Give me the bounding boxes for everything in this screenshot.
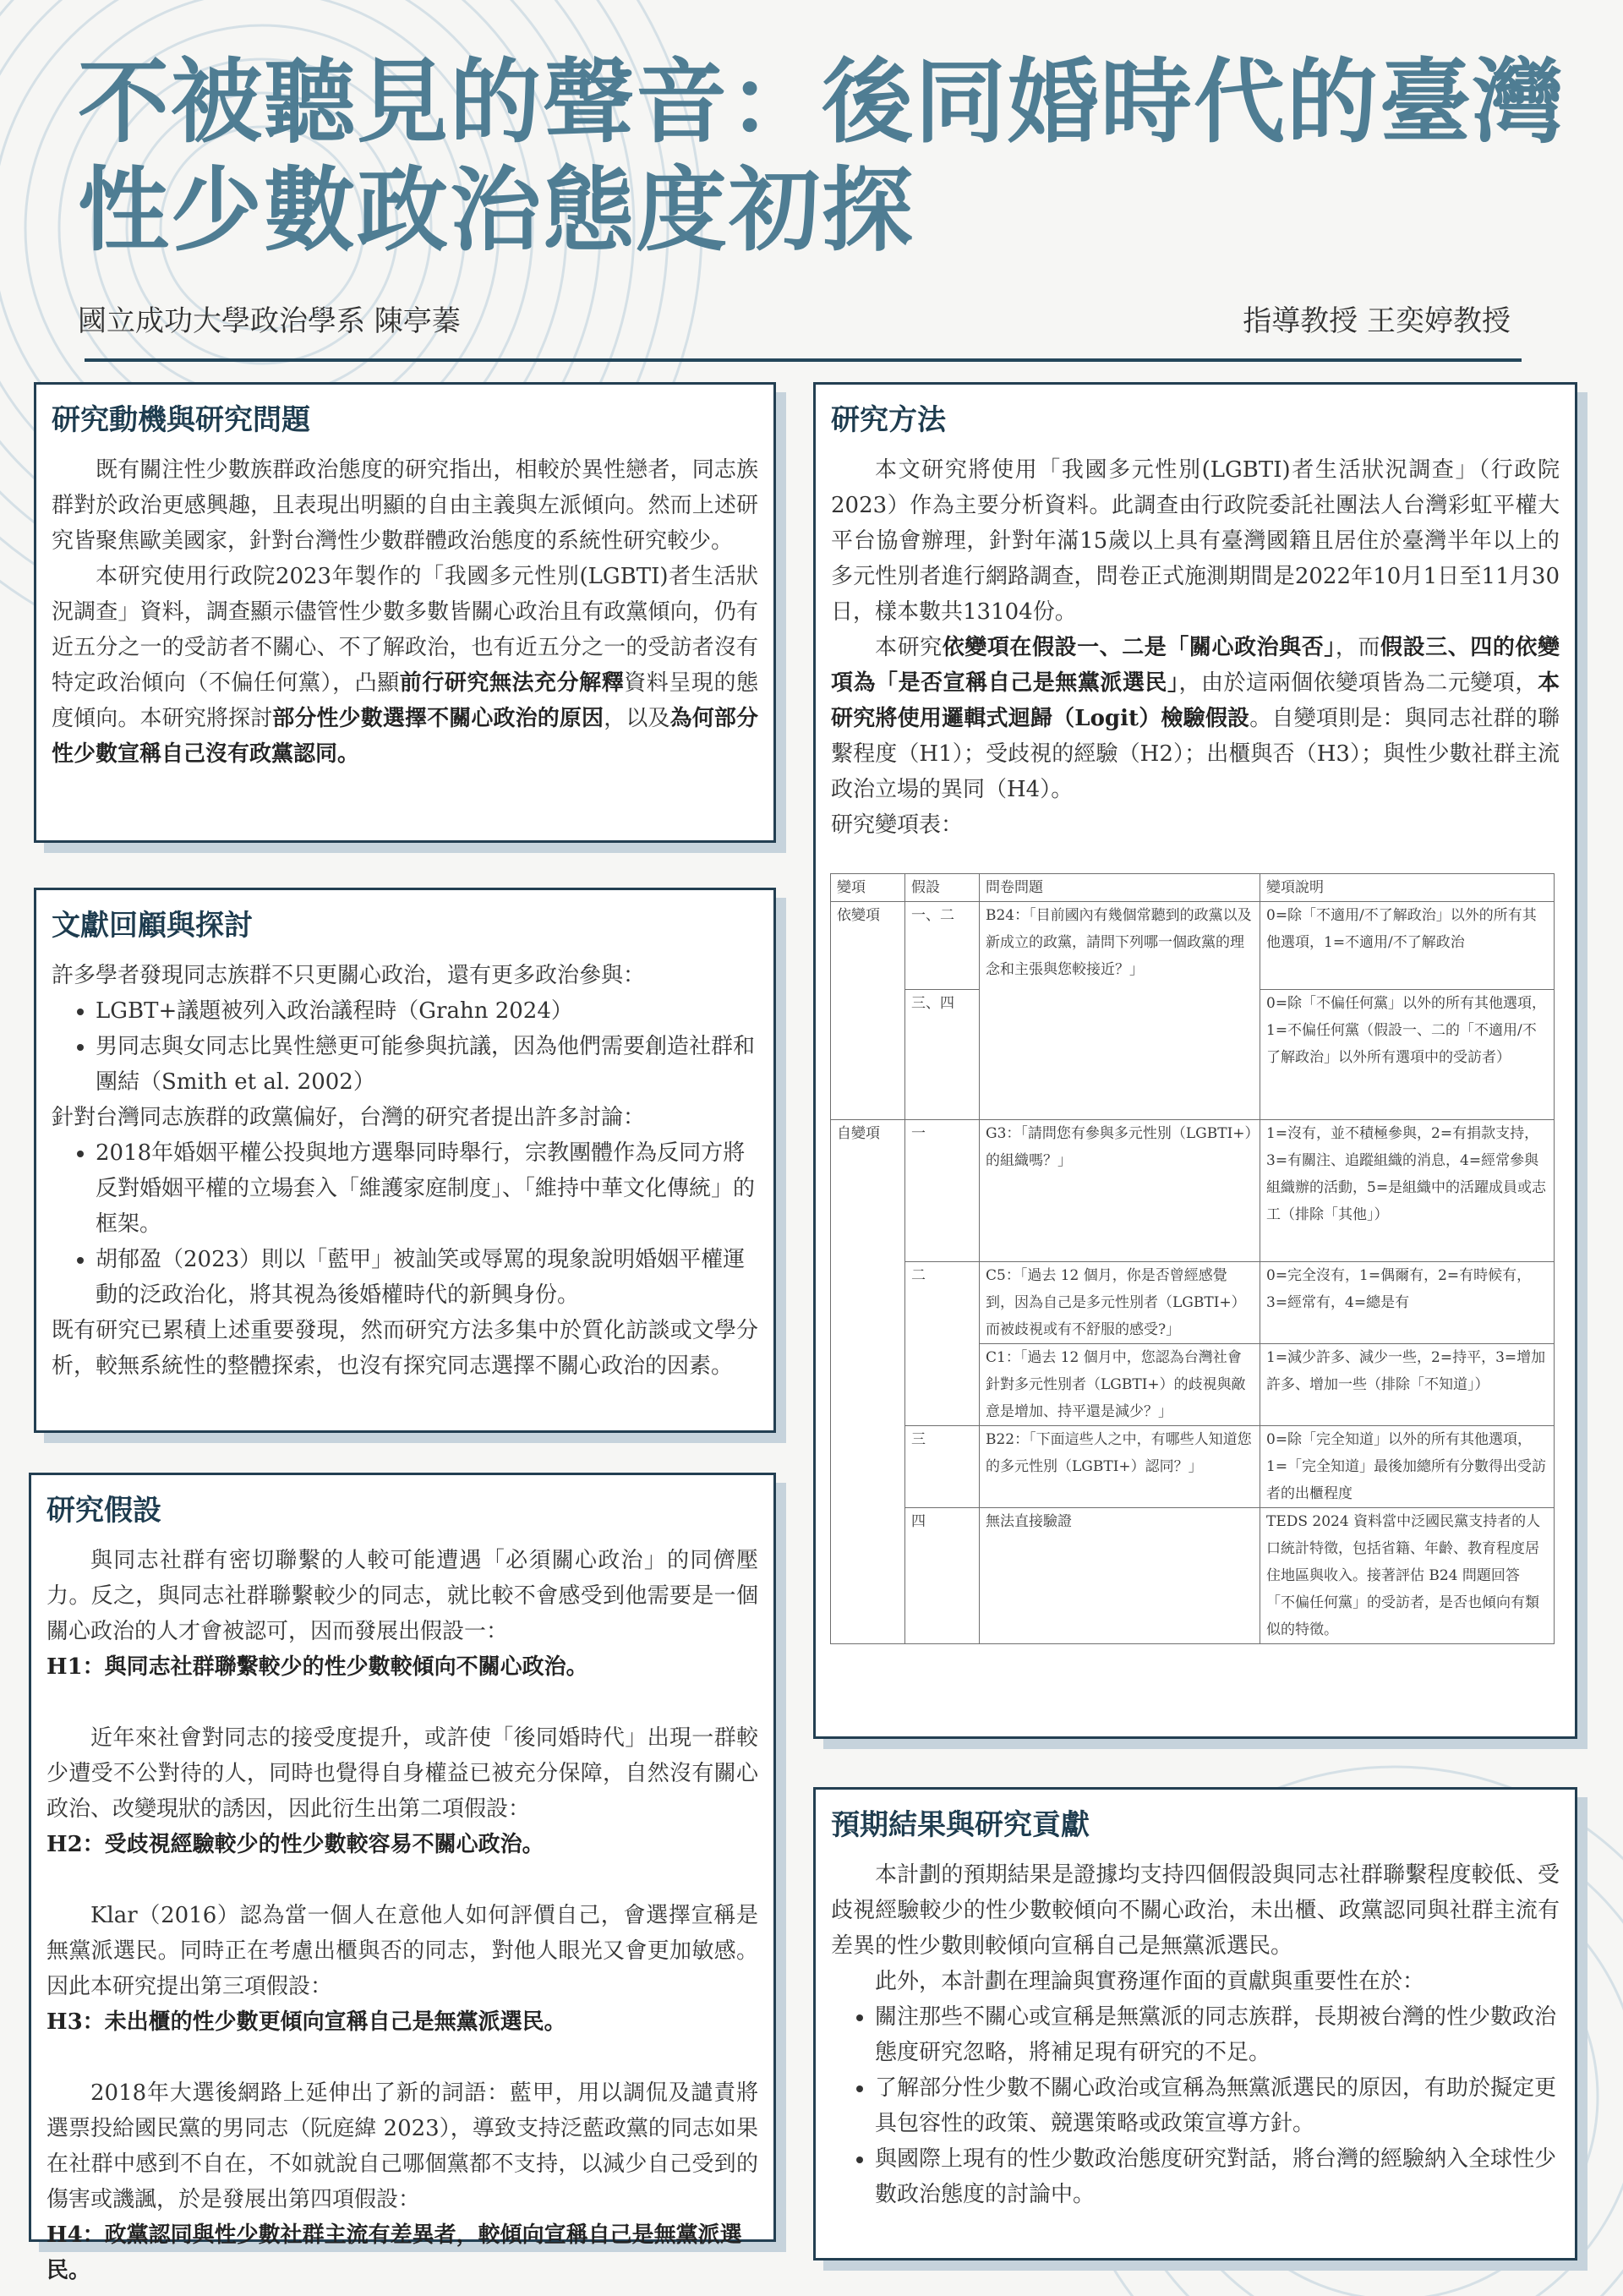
results-panel xyxy=(813,1787,1577,2260)
hypothesis-paragraph-1: 與同志社群有密切聯繫的人較可能遭遇「必須關心政治」的同儕壓力。反之，與同志社群聯繫較少的同志，就比較不會感受到他需要是一個關心政治的人才會被認可，因而發展出假設一： xyxy=(46,1548,758,1644)
list-item: • 2018年婚姻平權公投與地方選舉同時舉行，宗教團體作為反同方將反對婚姻平權的立場套入「維護家庭制度」、「維持中華文化傳統」的框架。 xyxy=(96,1135,758,1242)
hypotheses-heading: 研究假設 xyxy=(46,1494,161,1528)
table-header: 假設 xyxy=(905,874,980,902)
text-run-bold: 部分性少數選擇不關心政治的原因 xyxy=(272,706,604,731)
table-header: 變項說明 xyxy=(1260,874,1555,902)
table-cell: G3：「請問您有參與多元性別（LGBTI+）的組織嗎？」 xyxy=(980,1120,1260,1262)
variable-table xyxy=(830,873,1555,1644)
motivation-paragraph-2 xyxy=(52,559,758,772)
table-cell: 四 xyxy=(905,1508,980,1644)
literature-paragraph-1: 許多學者發現同志族群不只更關心政治，還有更多政治參與： xyxy=(52,963,646,988)
table-row xyxy=(831,1426,1555,1508)
hypothesis-paragraph-3: Klar（2016）認為當一個人在意他人如何評價自己，會選擇宣稱是無黨派選民。同時正在考慮出櫃與否的同志，對他人眼光又會更加敏感。因此本研究提出第三項假設： xyxy=(46,1903,758,1999)
motivation-heading: 研究動機與研究問題 xyxy=(52,403,310,437)
literature-list-2 xyxy=(96,1135,758,1313)
poster-title: 不被聽見的聲音：後同婚時代的臺灣性少數政治態度初探 xyxy=(78,50,1566,264)
table-header: 變項 xyxy=(831,874,905,902)
table-cell: 二 xyxy=(905,1262,980,1426)
spacer xyxy=(46,2040,758,2075)
text-run-bold: 本研究將使用邏輯式迴歸（Logit）檢驗假設 xyxy=(831,670,1560,731)
literature-list-1 xyxy=(96,993,758,1100)
text-run: ，由於這兩個依變項皆為二元變項， xyxy=(1178,670,1538,696)
table-cell: TEDS 2024 資料當中泛國民黨支持者的人口統計特徵，包括省籍、年齡、教育程度居住地區與收入。接著評估 B24 問題回答「不偏任何黨」的受訪者，是否也傾向有類似的特徵。 xyxy=(1260,1508,1555,1644)
methods-table-caption: 研究變項表： xyxy=(831,812,964,838)
text-run-bold: 假設三、四的依變項為「是否宣稱自己是無黨派選民」 xyxy=(831,635,1560,696)
methods-paragraph-2 xyxy=(831,630,1560,807)
text-run-bold: 前行研究無法充分解釋 xyxy=(399,670,625,696)
motivation-panel xyxy=(34,382,776,843)
results-list xyxy=(875,1999,1560,2212)
results-heading: 預期結果與研究貢獻 xyxy=(831,1808,1090,1842)
table-row xyxy=(831,902,1555,990)
advisor: 指導教授 王奕婷教授 xyxy=(1243,304,1511,338)
text-run: 資料呈現的態度傾向。本研究將探討 xyxy=(52,670,758,731)
text-run: 本研究 xyxy=(875,635,943,660)
results-paragraph-2: 此外，本計劃在理論與實務運作面的貢獻與重要性在於： xyxy=(875,1969,1425,1994)
table-row xyxy=(831,1508,1555,1644)
text-run: ，而 xyxy=(1335,635,1381,660)
text-run: ，以及 xyxy=(604,706,670,731)
table-cell: C1：「過去 12 個月中，您認為台灣社會針對多元性別者（LGBTI+）的歧視與敵意是增加、持平還是減少？」 xyxy=(980,1344,1260,1426)
list-item: • 胡郁盈（2023）則以「藍甲」被訕笑或辱罵的現象說明婚姻平權運動的泛政治化，將其視為後婚權時代的新興身份。 xyxy=(96,1242,758,1313)
literature-heading: 文獻回顧與探討 xyxy=(52,909,253,943)
literature-panel xyxy=(34,888,776,1433)
table-cell: 0=完全沒有，1=偶爾有，2=有時候有，3=經常有，4=總是有 xyxy=(1260,1262,1555,1344)
table-header-row xyxy=(831,874,1555,902)
hypothesis-h3: H3：未出櫃的性少數更傾向宣稱自己是無黨派選民。 xyxy=(46,2009,566,2035)
table-cell: 依變項 xyxy=(831,902,905,1120)
list-item: • 了解部分性少數不關心政治或宣稱為無黨派選民的原因，有助於擬定更具包容性的政策、競選策略或政策宣導方針。 xyxy=(875,2070,1560,2141)
literature-paragraph-2: 針對台灣同志族群的政黨偏好，台灣的研究者提出許多討論： xyxy=(52,1105,646,1130)
list-item: • LGBT+議題被列入政治議程時（Grahn 2024） xyxy=(96,993,758,1029)
table-row xyxy=(831,1262,1555,1344)
table-cell: C5：「過去 12 個月，你是否曾經感覺到，因為自己是多元性別者（LGBTI+）而被歧視或有不舒服的感受?」 xyxy=(980,1262,1260,1344)
table-cell: 自變項 xyxy=(831,1120,905,1644)
hypothesis-h4: H4：政黨認同與性少數社群主流有差異者，較傾向宣稱自己是無黨派選民。 xyxy=(46,2222,742,2283)
list-item: • 與國際上現有的性少數政治態度研究對話，將台灣的經驗納入全球性少數政治態度的討論中。 xyxy=(875,2141,1560,2212)
table-header: 問卷問題 xyxy=(980,874,1260,902)
text-run-bold: 依變項在假設一、二是「關心政治與否」 xyxy=(942,635,1336,660)
table-cell: 無法直接驗證 xyxy=(980,1508,1260,1644)
motivation-paragraph-1: 既有關注性少數族群政治態度的研究指出，相較於異性戀者，同志族群對於政治更感興趣，且表現出明顯的自由主義與左派傾向。然而上述研究皆聚焦歐美國家，針對台灣性少數群體政治態度的系統性研究較少。 xyxy=(52,457,758,554)
table-cell: B24：「目前國內有幾個常聽到的政黨以及新成立的政黨，請問下列哪一個政黨的理念和主張與您較接近？」 xyxy=(980,902,1260,1120)
table-cell: 1=沒有，並不積極參與，2=有捐款支持，3=有關注、追蹤組織的消息，4=經常參與組織辦的活動，5=是組織中的活躍成員或志工（排除「其他」） xyxy=(1260,1120,1555,1262)
list-item: • 男同志與女同志比異性戀更可能參與抗議，因為他們需要創造社群和團結（Smith et al. 2002） xyxy=(96,1029,758,1100)
literature-paragraph-3: 既有研究已累積上述重要發現，然而研究方法多集中於質化訪談或文學分析，較無系統性的整體探索，也沒有探究同志選擇不關心政治的因素。 xyxy=(52,1318,758,1379)
table-cell: 一 xyxy=(905,1120,980,1262)
text-run-bold: 為何部分性少數宣稱自己沒有政黨認同。 xyxy=(52,706,758,767)
hypothesis-h2: H2：受歧視經驗較少的性少數較容易不關心政治。 xyxy=(46,1832,544,1857)
spacer xyxy=(46,1862,758,1898)
hypotheses-panel xyxy=(29,1473,776,2283)
list-item: • 關注那些不關心或宣稱是無黨派的同志族群，長期被台灣的性少數政治態度研究忽略，將補足現有研究的不足。 xyxy=(875,1999,1560,2070)
results-paragraph-1: 本計劃的預期結果是證據均支持四個假設與同志社群聯繫程度較低、受歧視經驗較少的性少數較傾向不關心政治，未出櫃、政黨認同與社群主流有差異的性少數則較傾向宣稱自己是無黨派選民。 xyxy=(831,1862,1560,1959)
table-cell: 0=除「不適用/不了解政治」以外的所有其他選項，1=不適用/不了解政治 xyxy=(1260,902,1555,990)
table-cell: 1=減少許多、減少一些，2=持平，3=增加許多、增加一些（排除「不知道」） xyxy=(1260,1344,1555,1426)
hypothesis-paragraph-4: 2018年大選後網路上延伸出了新的詞語：藍甲，用以調侃及譴責將選票投給國民黨的男同志（阮庭緯 2023），導致支持泛藍政黨的同志如果在社群中感到不自在，不如就說自己哪個黨都不支持，以減少自己受到的傷害或譏諷，於是發展出第四項假設： xyxy=(46,2080,758,2212)
hypothesis-paragraph-2: 近年來社會對同志的接受度提升，或許使「後同婚時代」出現一群較少遭受不公對待的人，同時也覺得自身權益已被充分保障，自然沒有關心政治、改變現狀的誘因，因此衍生出第二項假設： xyxy=(46,1725,758,1822)
table-cell: 三 xyxy=(905,1426,980,1508)
methods-paragraph-1: 本文研究將使用「我國多元性別(LGBTI)者生活狀況調查」（行政院 2023）作為主要分析資料。此調查由行政院委託社團法人台灣彩虹平權大平台協會辦理，針對年滿15歲以上具有臺灣國籍且居住於臺灣半年以上的多元性別者進行網路調查，問卷正式施測期間是2022年10月1日至11月30日，樣本數共13104份。 xyxy=(831,457,1560,625)
table-cell: B22：「下面這些人之中，有哪些人知道您的多元性別（LGBTI+）認同？」 xyxy=(980,1426,1260,1508)
header-divider xyxy=(85,358,1522,362)
spacer xyxy=(46,1685,758,1720)
author: 國立成功大學政治學系 陳亭蓁 xyxy=(78,304,461,338)
table-cell: 0=除「不偏任何黨」以外的所有其他選項，1=不偏任何黨（假設一、二的「不適用/不了解政治」以外所有選項中的受訪者） xyxy=(1260,989,1555,1119)
text-run: 。自變項則是：與同志社群的聯繫程度（H1）；受歧視的經驗（H2）；出櫃與否（H3）；與性少數社群主流政治立場的異同（H4）。 xyxy=(831,706,1560,802)
table-cell: 三、四 xyxy=(905,989,980,1119)
table-cell: 一、二 xyxy=(905,902,980,990)
methods-heading: 研究方法 xyxy=(831,403,946,437)
text-run: 本研究使用行政院2023年製作的「我國多元性別(LGBTI)者生活狀況調查」資料，調查顯示儘管性少數多數皆關心政治且有政黨傾向，仍有近五分之一的受訪者不關心、不了解政治，也有近五分之一的受訪者沒有特定政治傾向（不偏任何黨），凸顯 xyxy=(52,564,758,696)
table-cell: 0=除「完全知道」以外的所有其他選項，1=「完全知道」最後加總所有分數得出受訪者的出櫃程度 xyxy=(1260,1426,1555,1508)
table-row xyxy=(831,1120,1555,1262)
hypothesis-h1: H1：與同志社群聯繫較少的性少數較傾向不關心政治。 xyxy=(46,1654,588,1680)
